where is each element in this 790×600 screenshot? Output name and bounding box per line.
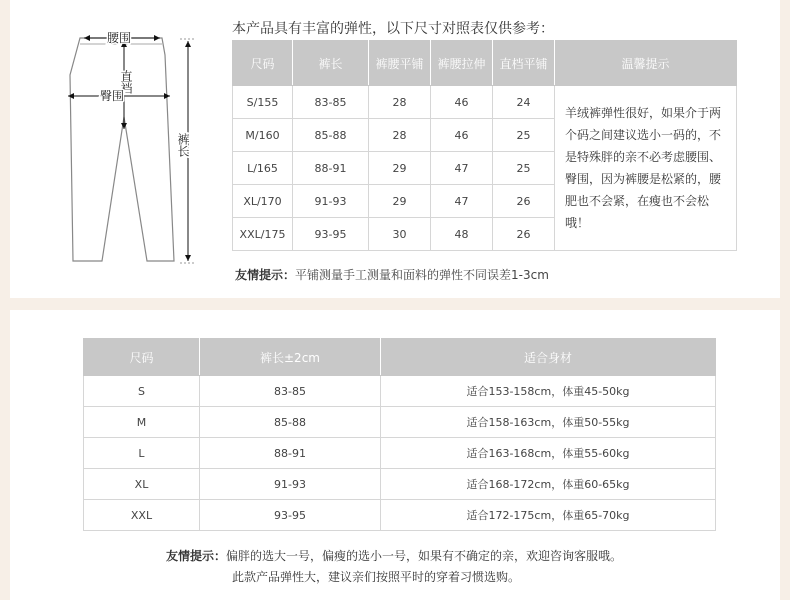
table-cell: 91-93 [293,185,369,218]
header-cell: 尺码 [84,339,200,376]
table-cell: 29 [369,152,431,185]
table-cell: 85-88 [293,119,369,152]
pants-measurement-diagram [62,25,202,275]
tip-cell: 羊绒裤弹性很好，如果介于两个码之间建议选小一码的，不是特殊胖的亲不必考虑腰围、臀围，因为裤腰是松紧的，腰肥也不会紧，在瘦也不会松哦！ [555,86,737,251]
table-cell: 91-93 [200,469,381,500]
table-cell: 88-91 [200,438,381,469]
size-cell: M/160 [233,119,293,152]
note-label: 友情提示： [166,549,227,563]
selection-note [166,547,622,564]
header-cell: 裤长±2cm [200,339,381,376]
size-cell: M [84,407,200,438]
table-cell: 30 [369,218,431,251]
header-cell: 裤腰平铺 [369,41,431,86]
waist-label: 腰围 [106,31,132,45]
table-cell: 24 [493,86,555,119]
table-cell: 48 [431,218,493,251]
size-cell: S [84,376,200,407]
table-cell: 适合153-158cm，体重45-50kg [381,376,716,407]
table-cell: 适合168-172cm，体重60-65kg [381,469,716,500]
size-cell: XXL [84,500,200,531]
size-table-fit [83,338,716,531]
header-cell: 裤腰拉伸 [431,41,493,86]
table-header-row [84,339,716,376]
length-label: 裤长 [176,133,190,157]
table-cell: 25 [493,152,555,185]
table-header-row [233,41,737,86]
size-cell: XXL/175 [233,218,293,251]
table-cell: 28 [369,119,431,152]
size-cell: XL [84,469,200,500]
size-chart-panel-bottom [10,310,780,600]
table-cell: 93-95 [293,218,369,251]
table-cell: 25 [493,119,555,152]
header-cell: 温馨提示 [555,41,737,86]
size-chart-panel-top [10,0,780,298]
table-cell: 适合158-163cm，体重50-55kg [381,407,716,438]
table-cell: 28 [369,86,431,119]
intro-text: 本产品具有丰富的弹性，以下尺寸对照表仅供参考： [232,21,554,37]
table-cell: 46 [431,86,493,119]
size-table-measurements [232,40,737,251]
table-cell: 29 [369,185,431,218]
table-cell: 46 [431,119,493,152]
table-cell: 47 [431,185,493,218]
rise-label: 直裆 [119,70,133,94]
table-cell: 83-85 [200,376,381,407]
hip-label: 臀围 [99,89,125,103]
table-cell: 88-91 [293,152,369,185]
size-cell: XL/170 [233,185,293,218]
note-text: 平铺测量手工测量和面料的弹性不同误差1-3cm [295,268,549,282]
header-cell: 适合身材 [381,339,716,376]
header-cell: 直档平铺 [493,41,555,86]
table-row [84,376,716,407]
table-cell: 47 [431,152,493,185]
table-row [84,500,716,531]
header-cell: 裤长 [293,41,369,86]
table-cell: 26 [493,218,555,251]
header-cell: 尺码 [233,41,293,86]
table-row [84,438,716,469]
size-cell: L/165 [233,152,293,185]
table-cell: 93-95 [200,500,381,531]
table-cell: 83-85 [293,86,369,119]
tolerance-note [235,266,549,283]
table-cell: 26 [493,185,555,218]
size-cell: L [84,438,200,469]
table-cell: 适合163-168cm，体重55-60kg [381,438,716,469]
note-label: 友情提示： [235,268,296,282]
table-row [84,407,716,438]
size-cell: S/155 [233,86,293,119]
table-row [233,86,737,119]
table-cell: 适合172-175cm，体重65-70kg [381,500,716,531]
selection-note-line-2: 此款产品弹性大，建议亲们按照平时的穿着习惯选购。 [232,570,521,584]
note-line-1: 偏胖的选大一号，偏瘦的选小一号，如果有不确定的亲，欢迎咨询客服哦。 [226,549,623,563]
table-row [84,469,716,500]
table-cell: 85-88 [200,407,381,438]
